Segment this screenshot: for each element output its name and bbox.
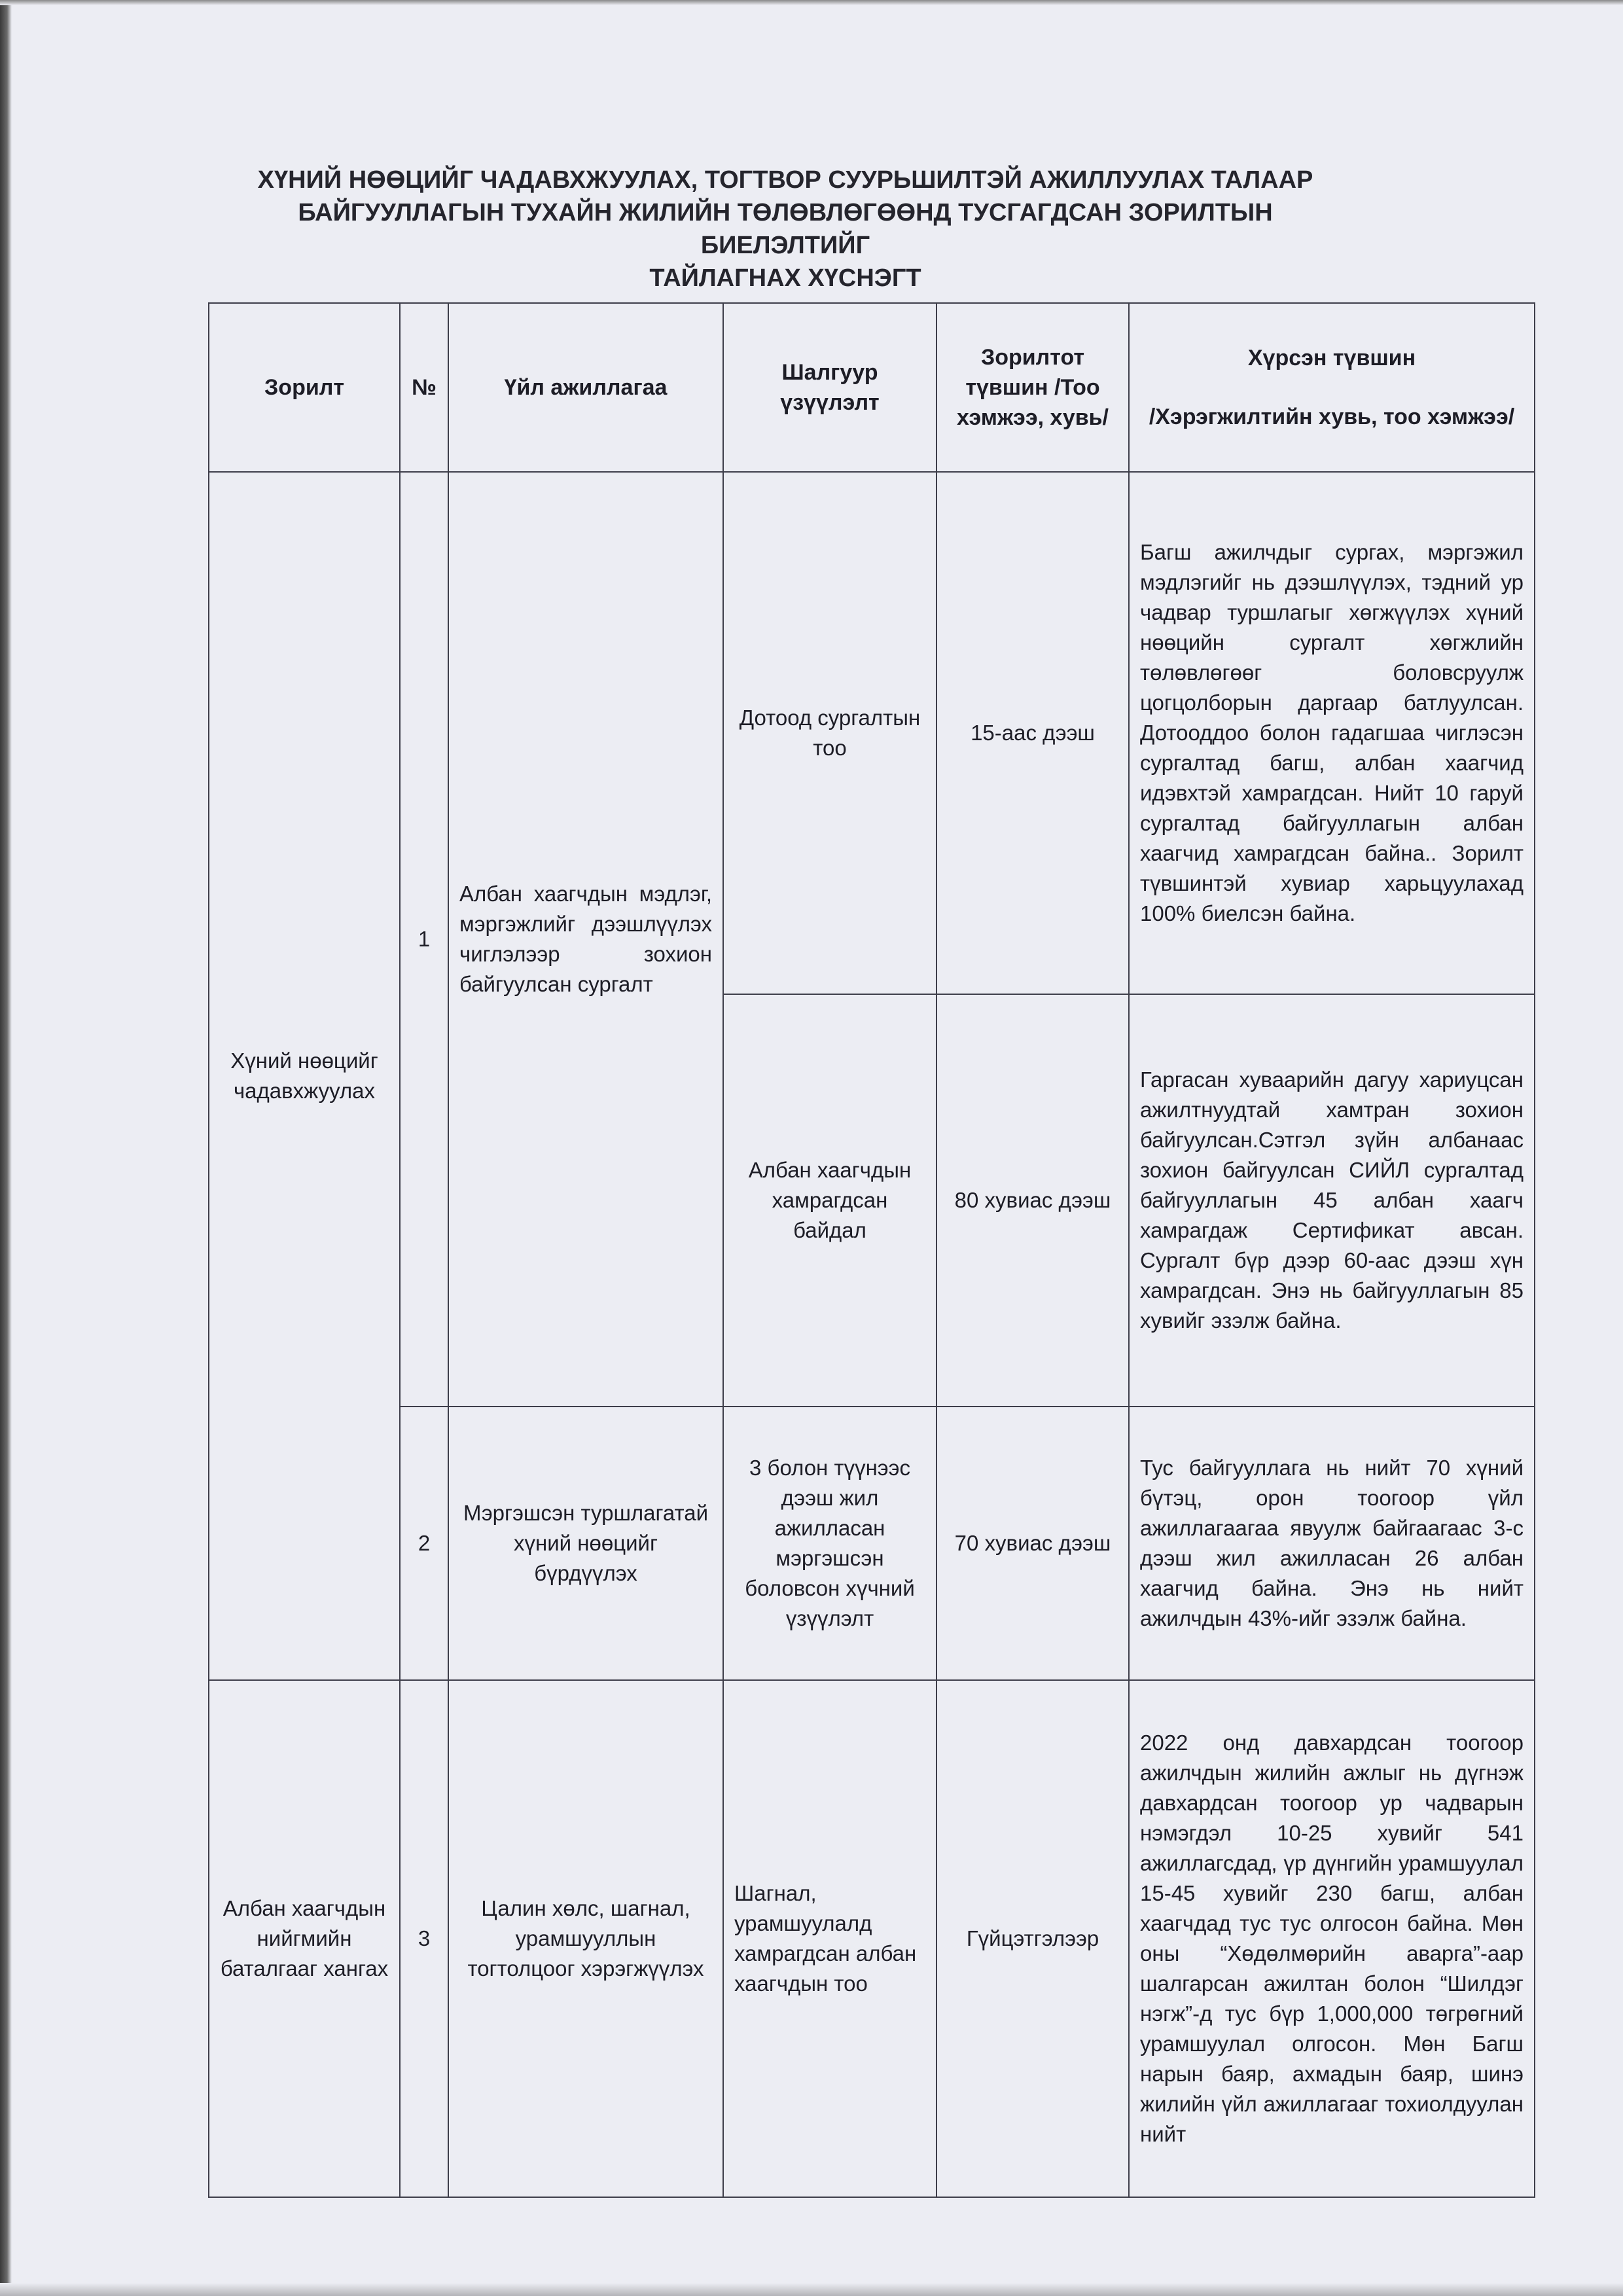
- header-number: №: [400, 303, 448, 472]
- cell-result: 2022 онд давхардсан тоогоор ажилчдын жилийн ажлыг нь дүгнэж давхардсан тоогоор ур чадварын нэмэгдэл 10-25 хувийг 541 ажиллагсдад, үр дүнгийн урамшуулал 15-45 хувийг 230 багш, албан хаагчдад тус тус олгосон байна. Мөн оны “Хөдөлмөрийн аварга”-аар шалгарсан ажилтан болон “Шилдэг нэгж”-д тус бүр 1,000,000 төгрөгний урамшуулал олгосон. Мөн Багш нарын баяр, ахмадын баяр, шинэ жилийн үйл ажиллагааг тохиолдуулан нийт: [1129, 1680, 1535, 2197]
- document-title: [249, 164, 1322, 295]
- cell-target: 15-аас дээш: [936, 472, 1129, 994]
- cell-result: Тус байгууллага нь нийт 70 хүний бүтэц, орон тоогоор үйл ажиллагаагаа явуулж байгаагаас 3-с дээш жил ажилласан 26 албан хаагчид байна. Энэ нь нийт ажилчдын 43%-ийг эзэлж байна.: [1129, 1407, 1535, 1680]
- cell-criteria: Албан хаагчдын хамрагдсан байдал: [723, 994, 936, 1407]
- title-line-2: БАЙГУУЛЛАГЫН ТУХАЙН ЖИЛИЙН ТӨЛӨВЛӨГӨӨНД ТУСГАГДСАН ЗОРИЛТЫН БИЕЛЭЛТИЙГ: [298, 199, 1273, 259]
- cell-target: 80 хувиас дээш: [936, 994, 1129, 1407]
- scan-shadow-top: [0, 0, 1623, 5]
- header-activity: Үйл ажиллагаа: [448, 303, 723, 472]
- header-criteria: Шалгуур үзүүлэлт: [723, 303, 936, 472]
- title-line-3: ТАЙЛАГНАХ ХҮСНЭГТ: [649, 264, 921, 292]
- header-achieved-sub: /Хэрэгжилтийн хувь, тоо хэмжээ/: [1149, 404, 1515, 429]
- scan-shadow-bottom: [0, 2283, 1623, 2296]
- table-header-row: [209, 303, 1535, 472]
- header-goal: Зорилт: [209, 303, 400, 472]
- cell-target: 70 хувиас дээш: [936, 1407, 1129, 1680]
- cell-activity: Цалин хөлс, шагнал, урамшууллын тогтолцоог хэрэгжүүлэх: [448, 1680, 723, 2197]
- header-achieved-main: Хүрсэн түвшин: [1247, 346, 1416, 370]
- cell-number: 3: [400, 1680, 448, 2197]
- cell-activity: Албан хаагчдын мэдлэг, мэргэжлийг дээшлүүлэх чиглэлээр зохион байгуулсан сургалт: [448, 472, 723, 1407]
- cell-target: Гүйцэтгэлээр: [936, 1680, 1129, 2197]
- goals-report-table: [208, 302, 1535, 2198]
- cell-result: Гаргасан хуваарийн дагуу хариуцсан ажилтнуудтай хамтран зохион байгуулсан.Сэтгэл зүйн албанаас зохион байгуулсан СИЙЛ сургалтад байгууллагын 45 албан хаагч хамрагдаж Сертификат авсан. Сургалт бүр дээр 60-аас дээш хүн хамрагдсан. Энэ нь байгууллагын 85 хувийг эзэлж байна.: [1129, 994, 1535, 1407]
- table-row: [209, 472, 1535, 994]
- table-row: [209, 1680, 1535, 2197]
- cell-criteria: Шагнал, урамшуулалд хамрагдсан албан хаагчдын тоо: [723, 1680, 936, 2197]
- cell-activity: Мэргэшсэн туршлагатай хүний нөөцийг бүрдүүлэх: [448, 1407, 723, 1680]
- cell-number: 1: [400, 472, 448, 1407]
- header-target: Зорилтот түвшин /Тоо хэмжээ, хувь/: [936, 303, 1129, 472]
- title-line-1: ХҮНИЙ НӨӨЦИЙГ ЧАДАВХЖУУЛАХ, ТОГТВОР СУУРЬШИЛТЭЙ АЖИЛЛУУЛАХ ТАЛААР: [257, 166, 1313, 194]
- cell-goal: Албан хаагчдын нийгмийн баталгааг хангах: [209, 1680, 400, 2197]
- cell-number: 2: [400, 1407, 448, 1680]
- cell-goal: Хүний нөөцийг чадавхжуулах: [209, 472, 400, 1680]
- header-achieved: [1129, 303, 1535, 472]
- table-row: [209, 1407, 1535, 1680]
- cell-criteria: 3 болон түүнээс дээш жил ажилласан мэргэшсэн боловсон хүчний үзүүлэлт: [723, 1407, 936, 1680]
- scan-shadow-left: [0, 0, 12, 2296]
- cell-result: Багш ажилчдыг сургах, мэргэжил мэдлэгийг нь дээшлүүлэх, тэдний ур чадвар туршлагыг хөгжүүлэх хүний нөөцийн сургалт хөгжлийн төлөвлөгөөг боловсруулж цогцолборын даргаар батлуулсан. Дотооддоо болон гадагшаа чиглэсэн сургалтад багш, албан хаагчид идэвхтэй хамрагдсан. Нийт 10 гаруй сургалтад байгууллагын албан хаагчид хамрагдсан байна.. Зорилт түвшинтэй хувиар харьцуулахад 100% биелсэн байна.: [1129, 472, 1535, 994]
- cell-criteria: Дотоод сургалтын тоо: [723, 472, 936, 994]
